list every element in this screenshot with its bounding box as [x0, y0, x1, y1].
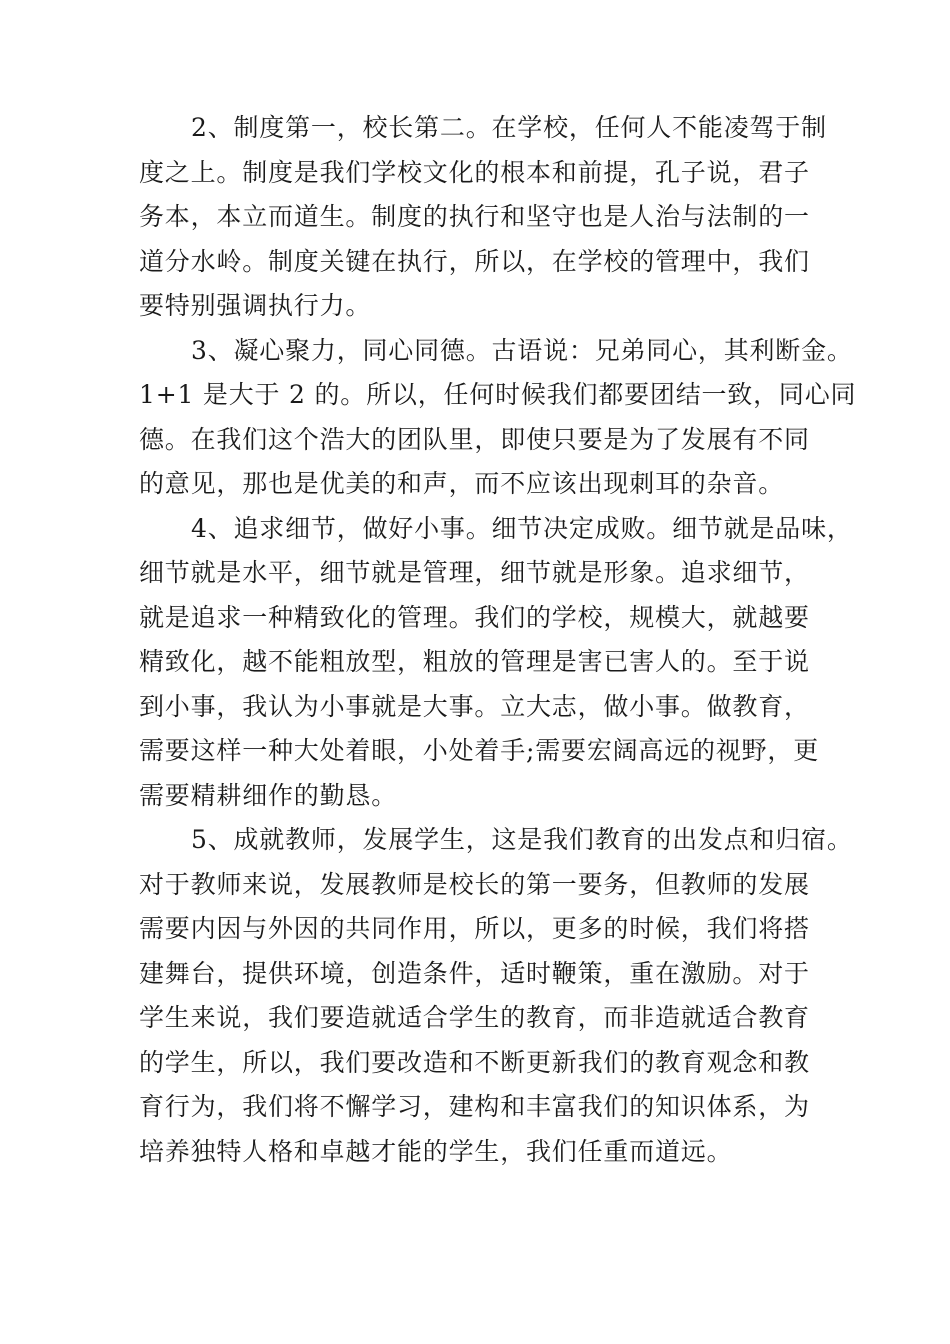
- paragraph-4: [139, 507, 853, 819]
- paragraph-line: 2、制度第一，校长第二。在学校，任何人不能凌驾于制: [191, 113, 827, 142]
- document-body: [139, 106, 857, 1174]
- paragraph-line: 德。在我们这个浩大的团队里，即使只要是为了发展有不同: [139, 424, 810, 454]
- paragraph-line: 培养独特人格和卓越才能的学生，我们任重而道远。: [139, 1136, 733, 1166]
- paragraph-line: 道分水岭。制度关键在执行，所以，在学校的管理中，我们: [139, 246, 810, 276]
- paragraph-5: [139, 818, 853, 1174]
- paragraph-line: 的意见，那也是优美的和声，而不应该出现刺耳的杂音。: [139, 469, 785, 498]
- paragraph-line: 要特别强调执行力。: [139, 291, 372, 320]
- paragraph-line: 5、成就教师，发展学生，这是我们教育的出发点和归宿。: [191, 825, 853, 854]
- paragraph-line: 需要这样一种大处着眼，小处着手;需要宏阔高远的视野，更: [139, 736, 820, 765]
- paragraph-line: 需要内因与外因的共同作用，所以，更多的时候，我们将搭: [139, 914, 810, 943]
- paragraph-line: 1+1 是大于 2 的。所以，任何时候我们都要团结一致，同心同: [139, 380, 857, 409]
- paragraph-line: 的学生，所以，我们要改造和不断更新我们的教育观念和教: [139, 1047, 810, 1077]
- paragraph-line: 精致化，越不能粗放型，粗放的管理是害已害人的。至于说: [139, 647, 810, 676]
- paragraph-line: 需要精耕细作的勤恳。: [139, 780, 398, 810]
- paragraph-line: 育行为，我们将不懈学习，建构和丰富我们的知识体系，为: [139, 1092, 810, 1121]
- paragraph-line: 3、凝心聚力，同心同德。古语说：兄弟同心，其利断金。: [191, 335, 853, 365]
- paragraph-line: 就是追求一种精致化的管理。我们的学校，规模大，就越要: [139, 602, 810, 632]
- paragraph-line: 建舞台，提供环境，创造条件，适时鞭策，重在激励。对于: [139, 958, 810, 988]
- paragraph-2: [139, 106, 844, 329]
- paragraph-line: 到小事，我认为小事就是大事。立大志，做小事。做教育，: [139, 691, 810, 721]
- paragraph-3: [139, 329, 857, 507]
- paragraph-line: 度之上。制度是我们学校文化的根本和前提，孔子说，君子: [139, 157, 810, 187]
- paragraph-line: 4、追求细节，做好小事。细节决定成败。细节就是品味，: [191, 513, 853, 543]
- paragraph-line: 对于教师来说，发展教师是校长的第一要务，但教师的发展: [139, 869, 810, 899]
- paragraph-line: 学生来说，我们要造就适合学生的教育，而非造就适合教育: [139, 1003, 810, 1032]
- paragraph-line: 务本，本立而道生。制度的执行和坚守也是人治与法制的一: [139, 202, 810, 231]
- paragraph-line: 细节就是水平，细节就是管理，细节就是形象。追求细节，: [139, 558, 810, 587]
